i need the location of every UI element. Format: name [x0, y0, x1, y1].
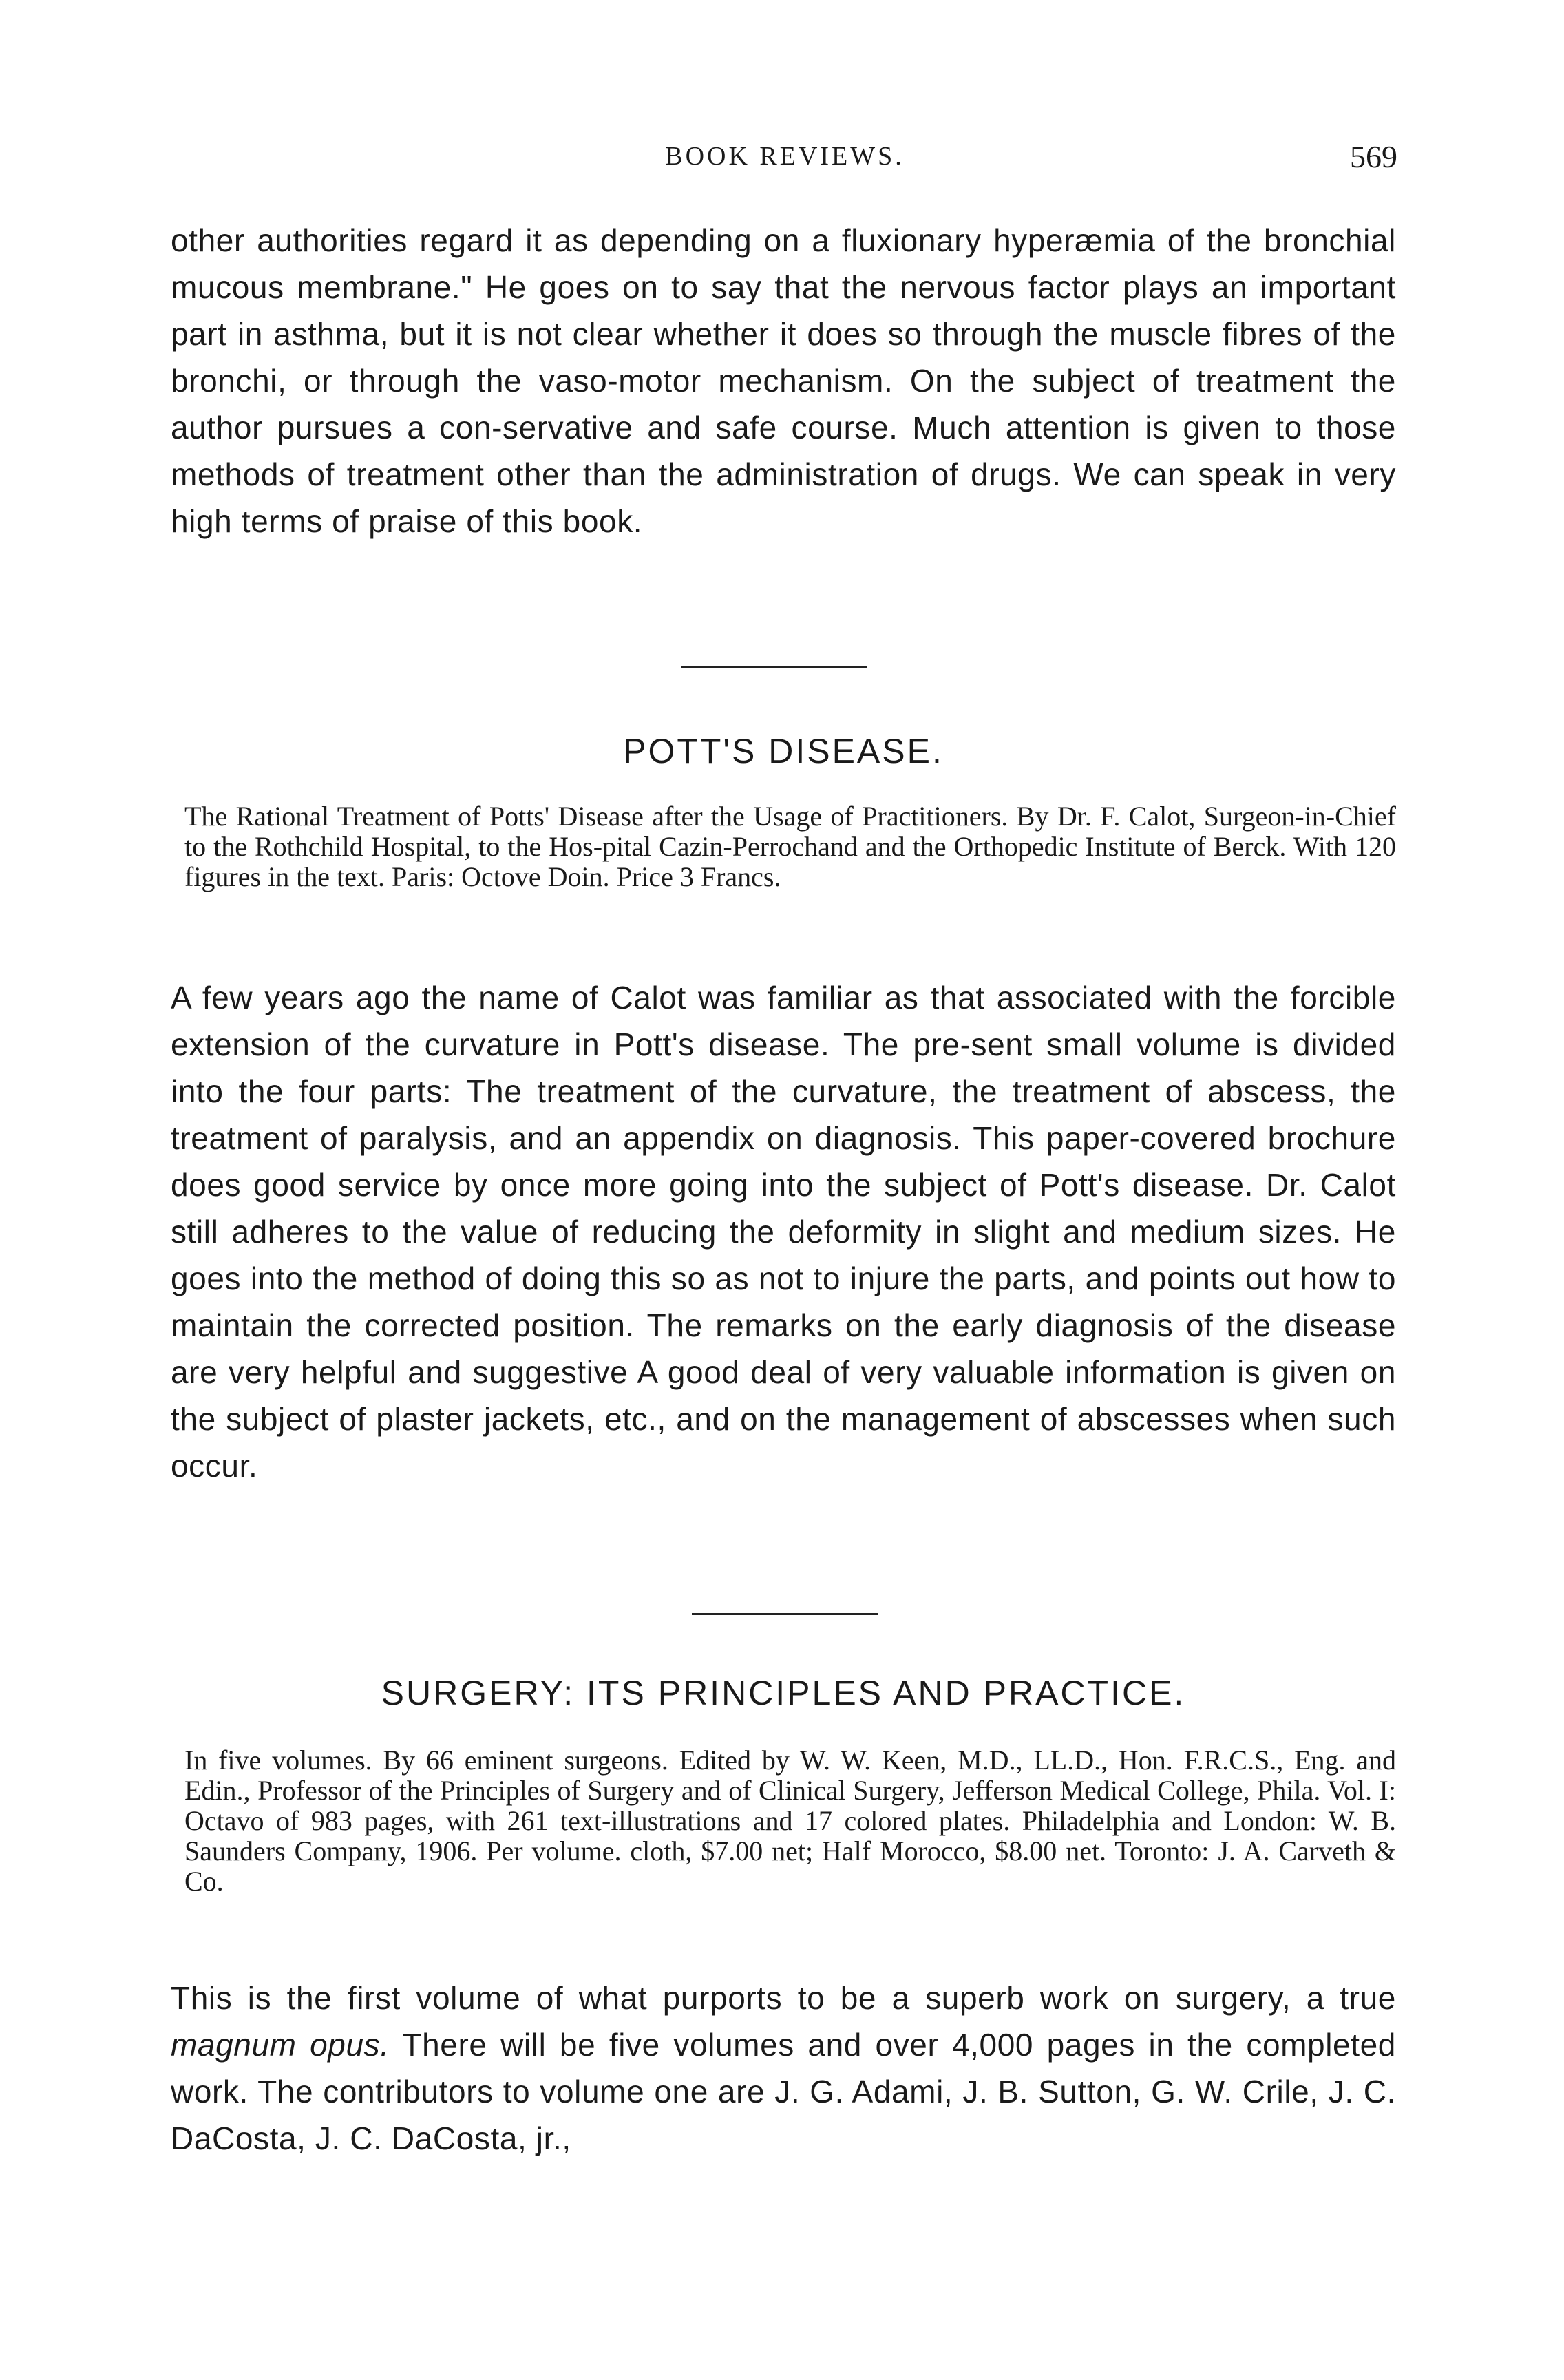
book-citation-potts: The Rational Treatment of Potts' Disease after the Usage of Practitioners. By Dr. F. Calot, Surgeon-in-Chief to the Rothchild Hospital, to the Hos-pital Cazin-Perrochand and the Orthopedic Institute of Berck. With 120 figures in the text. Paris: Octove Doin. Price 3 Francs.	[184, 801, 1396, 892]
paragraph-italic-phrase: magnum opus.	[171, 2027, 390, 2063]
page-number: 569	[1350, 139, 1397, 174]
paragraph-text-end: There will be five volumes and over 4,000 pages in the completed work. The contributors to volume one are J. G. Adami, J. B. Sutton, G. W. Crile, J. C. DaCosta, J. C. DaCosta, jr.,	[171, 2027, 1396, 2156]
review-paragraph-surgery	[171, 1974, 1396, 2162]
running-title: BOOK REVIEWS.	[665, 142, 905, 171]
review-paragraph-potts: A few years ago the name of Calot was familiar as that associated with the forcible extension of the curvature in Pott's disease. The pre-sent small volume is divided into the four parts: The treatment of the curvature, the treatment of abscess, the treatment of paralysis, and an appendix on diagnosis. This paper-covered brochure does good service by once more going into the subject of Pott's disease. Dr. Calot still adheres to the value of reducing the deformity in slight and medium sizes. He goes into the method of doing this so as not to injure the parts, and points out how to maintain the corrected position. The remarks on the early diagnosis of the disease are very helpful and suggestive A good deal of very valuable information is given on the subject of plaster jackets, etc., and on the management of abscesses when such occur.	[171, 980, 1396, 1484]
section-divider	[692, 1613, 878, 1615]
section-heading-surgery: SURGERY: ITS PRINCIPLES AND PRACTICE.	[381, 1674, 1186, 1712]
section-divider	[681, 666, 867, 668]
review-continued-paragraph: other authorities regard it as depending on a fluxionary hyperæmia of the bronchial mucous membrane." He goes on to say that the nervous factor plays an important part in asthma, but it is not clear whether it does so through the muscle fibres of the bronchi, or through the vaso-motor mechanism. On the subject of treatment the author pursues a con-servative and safe course. Much attention is given to those methods of treatment other than the administration of drugs. We can speak in very high terms of praise of this book.	[171, 222, 1396, 539]
paragraph-text-start: This is the first volume of what purports to be a superb work on surgery, a true	[171, 1980, 1396, 2016]
section-heading-potts-disease: POTT'S DISEASE.	[623, 732, 944, 770]
book-citation-surgery: In five volumes. By 66 eminent surgeons. Edited by W. W. Keen, M.D., LL.D., Hon. F.R.C.S., Eng. and Edin., Professor of the Principles of Surgery and of Clinical Surgery, Jefferson Medical College, Phila. Vol. I: Octavo of 983 pages, with 261 text-illustrations and 17 colored plates. Philadelphia and London: W. B. Saunders Company, 1906. Per volume. cloth, $7.00 net; Half Morocco, $8.00 net. Toronto: J. A. Carveth & Co.	[184, 1745, 1396, 1897]
running-head	[172, 141, 1397, 182]
